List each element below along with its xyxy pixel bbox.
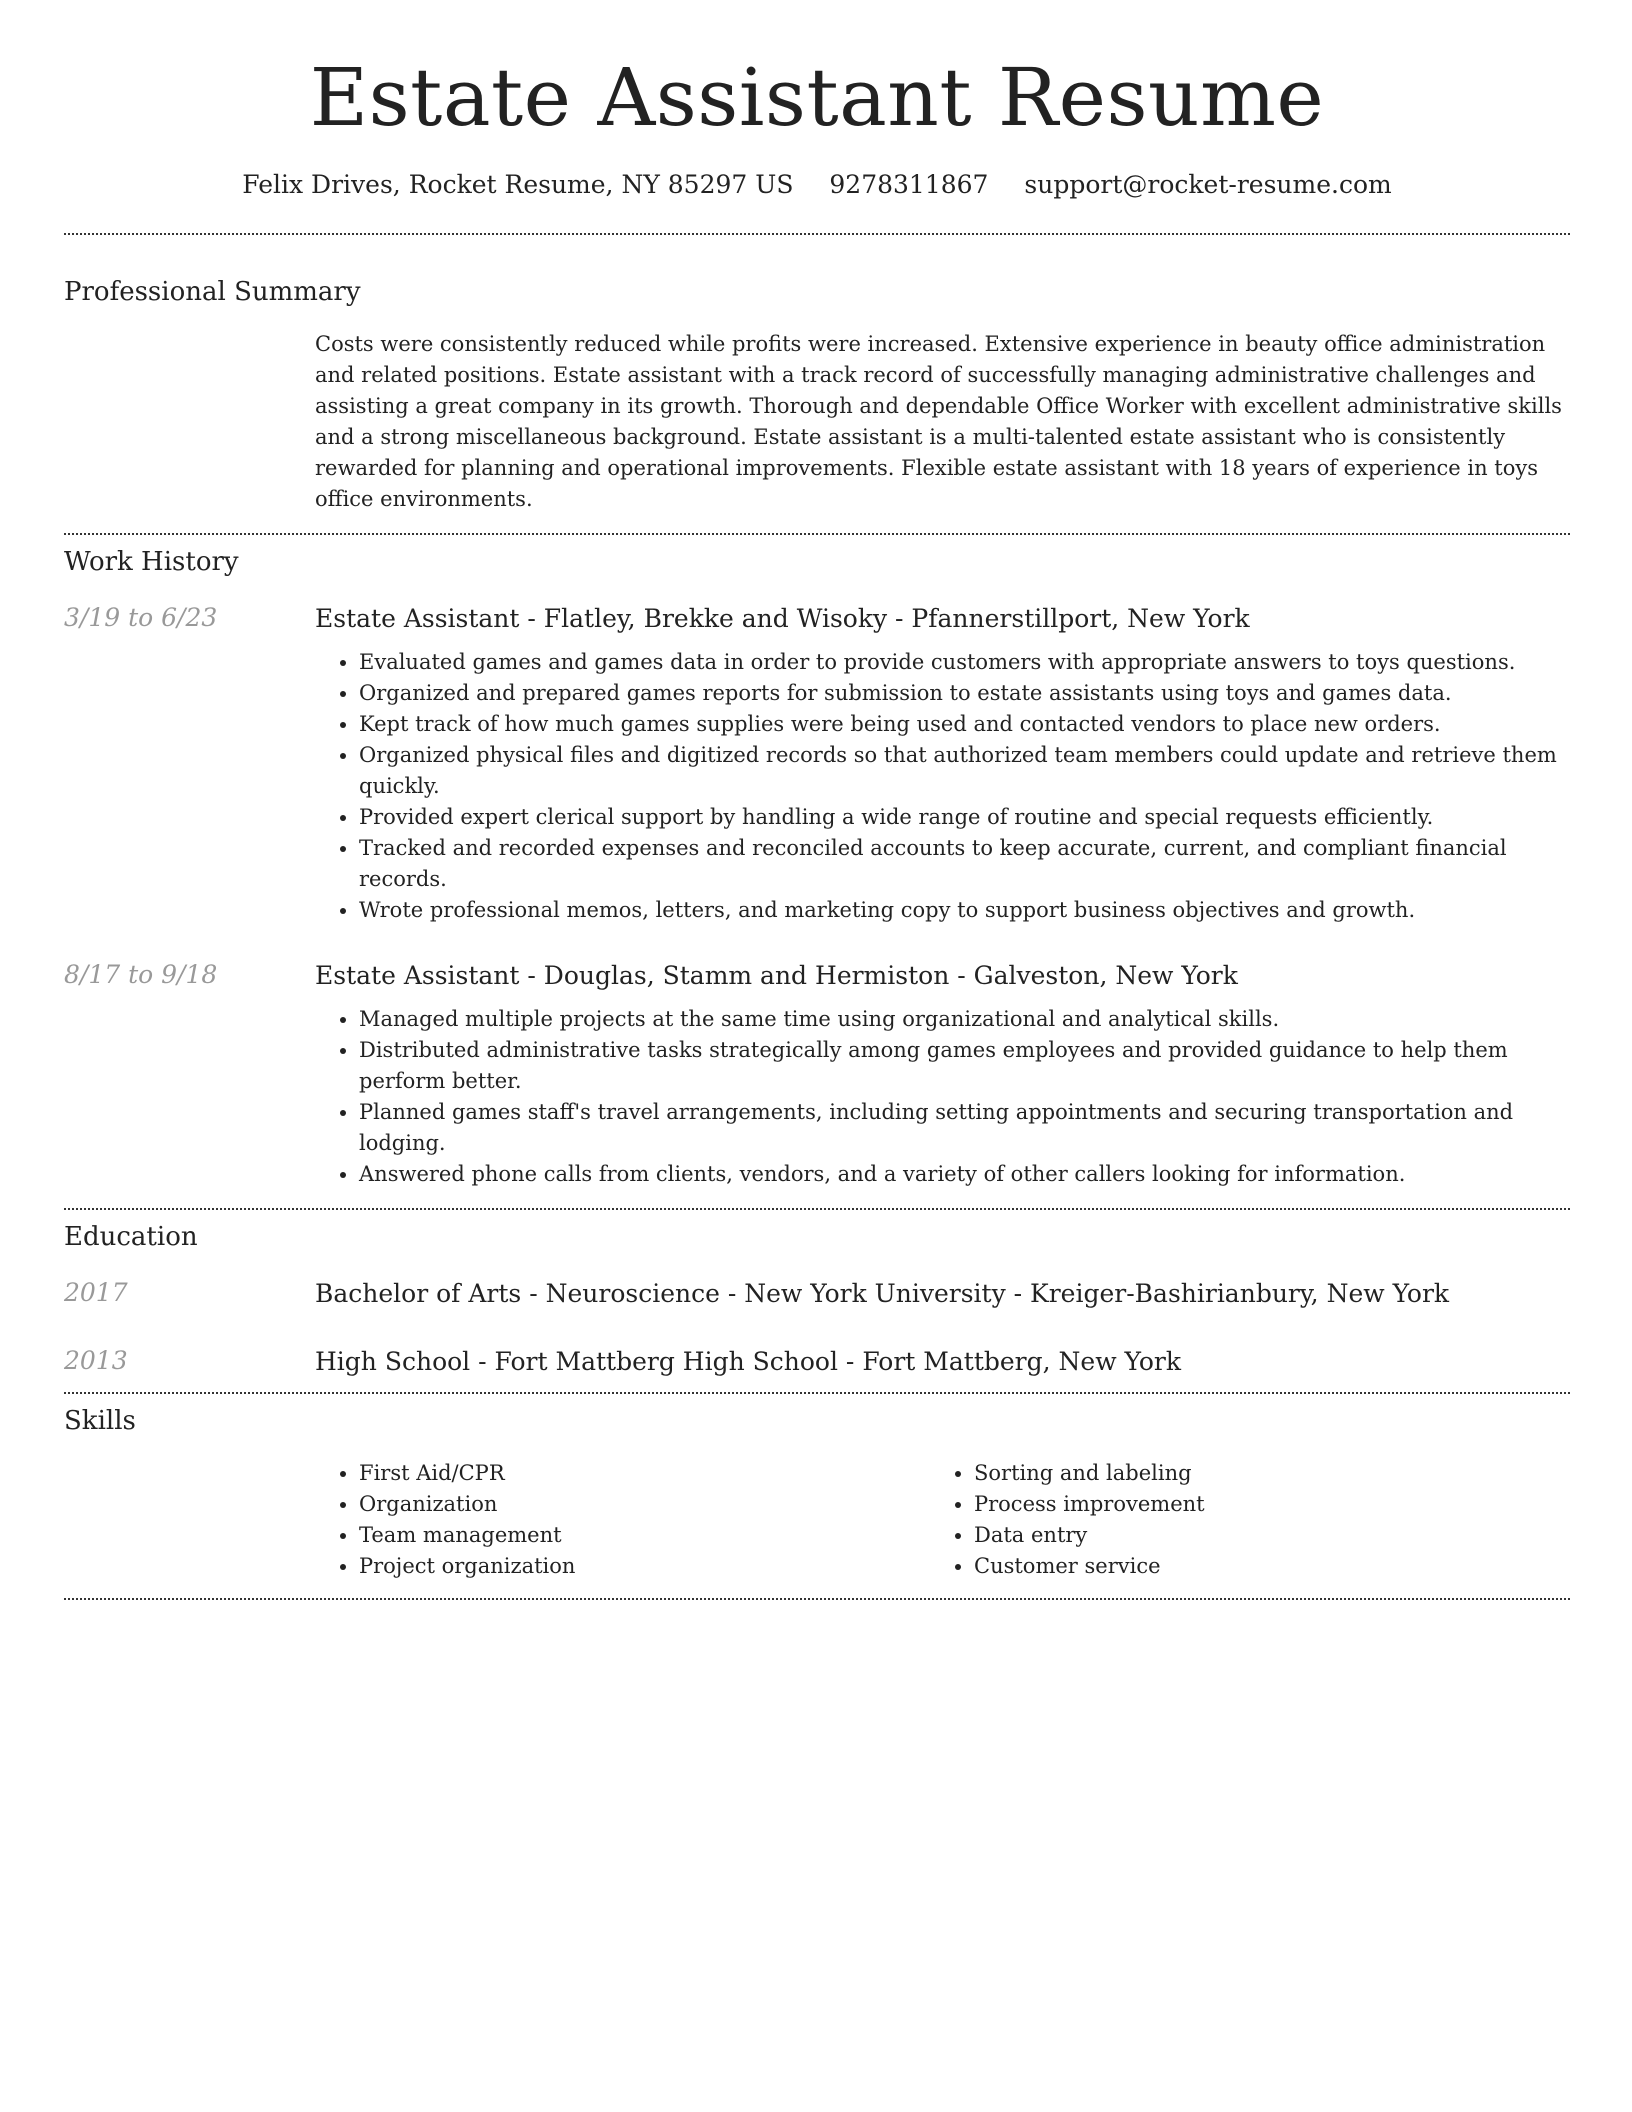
skills-list bbox=[930, 1458, 1545, 1582]
list-item: • Kept track of how much games supplies were being used and contacted vendors to place new orders. bbox=[359, 709, 1570, 740]
contact-line bbox=[64, 170, 1570, 199]
education-line bbox=[315, 1346, 1570, 1378]
skill-item: • Process improvement bbox=[974, 1489, 1545, 1520]
skills-column-left bbox=[315, 1458, 930, 1582]
education-year: 2017 bbox=[64, 1278, 128, 1307]
section-title-education: Education bbox=[64, 1222, 198, 1252]
skill-item: • First Aid/CPR bbox=[359, 1458, 930, 1489]
job-dates: 3/19 to 6/23 bbox=[64, 603, 218, 632]
contact-email: support@rocket-resume.com bbox=[1024, 170, 1392, 199]
section-title-work: Work History bbox=[64, 547, 239, 577]
summary-section bbox=[64, 277, 1570, 515]
job-bullets bbox=[315, 647, 1570, 926]
work-section bbox=[64, 547, 1570, 1190]
skill-item: • Data entry bbox=[974, 1520, 1545, 1551]
divider bbox=[64, 533, 1570, 535]
list-item: • Planned games staff's travel arrangements, including setting appointments and securing transportation and lodging. bbox=[359, 1097, 1570, 1159]
job-bullets bbox=[315, 1004, 1570, 1190]
divider bbox=[64, 1208, 1570, 1210]
job-entry bbox=[64, 603, 1570, 926]
skill-item: • Customer service bbox=[974, 1551, 1545, 1582]
job-title-line: Estate Assistant - Douglas, Stamm and Hermiston - Galveston, New York bbox=[315, 961, 1238, 990]
education-degree: High School bbox=[315, 1347, 471, 1376]
education-line bbox=[315, 1278, 1570, 1310]
skill-item: • Organization bbox=[359, 1489, 930, 1520]
resume-title: Estate Assistant Resume bbox=[309, 51, 1325, 144]
divider bbox=[64, 1598, 1570, 1600]
contact-phone: 9278311867 bbox=[829, 170, 989, 199]
list-item: • Distributed administrative tasks strategically among games employees and provided guidance to help them perform better. bbox=[359, 1035, 1570, 1097]
list-item: • Organized and prepared games reports for submission to estate assistants using toys and games data. bbox=[359, 678, 1570, 709]
education-entry bbox=[64, 1278, 1570, 1310]
section-title-skills: Skills bbox=[64, 1406, 136, 1436]
job-dates: 8/17 to 9/18 bbox=[64, 960, 218, 989]
job-title-line: Estate Assistant - Flatley, Brekke and Wisoky - Pfannerstillport, New York bbox=[315, 604, 1250, 633]
education-section bbox=[64, 1222, 1570, 1378]
skill-item: • Team management bbox=[359, 1520, 930, 1551]
education-entry bbox=[64, 1346, 1570, 1378]
summary-text: Costs were consistently reduced while profits were increased. Extensive experience in beauty office administration and related positions. Estate assistant with a track record of successfully managing administrative challenges and assisting a great company in its growth. Thorough and dependable Office Worker with excellent administrative skills and a strong miscellaneous background. Estate assistant is a multi-talented estate assistant who is consistently rewarded for planning and operational improvements. Flexible estate assistant with 18 years of experience in toys office environments. bbox=[315, 332, 1562, 511]
list-item: • Evaluated games and games data in order to provide customers with appropriate answers to toys questions. bbox=[359, 647, 1570, 678]
education-details: - Fort Mattberg High School - Fort Mattberg, New York bbox=[470, 1347, 1182, 1376]
divider bbox=[64, 1392, 1570, 1394]
skills-list bbox=[315, 1458, 930, 1582]
skills-column-right bbox=[930, 1458, 1545, 1582]
list-item: • Answered phone calls from clients, vendors, and a variety of other callers looking for information. bbox=[359, 1159, 1570, 1190]
list-item: • Managed multiple projects at the same time using organizational and analytical skills. bbox=[359, 1004, 1570, 1035]
section-title-summary: Professional Summary bbox=[64, 277, 361, 307]
job-entry bbox=[64, 960, 1570, 1190]
list-item: • Organized physical files and digitized records so that authorized team members could update and retrieve them quickly. bbox=[359, 740, 1570, 802]
skills-columns bbox=[315, 1458, 1570, 1582]
skill-item: • Project organization bbox=[359, 1551, 930, 1582]
list-item: • Tracked and recorded expenses and reconciled accounts to keep accurate, current, and compliant financial records. bbox=[359, 833, 1570, 895]
resume-page bbox=[64, 0, 1570, 1600]
education-year: 2013 bbox=[64, 1346, 128, 1375]
education-degree: Bachelor of Arts - Neuroscience bbox=[315, 1279, 720, 1308]
list-item: • Wrote professional memos, letters, and marketing copy to support business objectives and growth. bbox=[359, 895, 1570, 926]
divider bbox=[64, 233, 1570, 235]
contact-address: Felix Drives, Rocket Resume, NY 85297 US bbox=[242, 170, 794, 199]
skills-section bbox=[64, 1406, 1570, 1582]
skill-item: • Sorting and labeling bbox=[974, 1458, 1545, 1489]
list-item: • Provided expert clerical support by handling a wide range of routine and special requests efficiently. bbox=[359, 802, 1570, 833]
education-details: - New York University - Kreiger-Bashirianbury, New York bbox=[719, 1279, 1450, 1308]
